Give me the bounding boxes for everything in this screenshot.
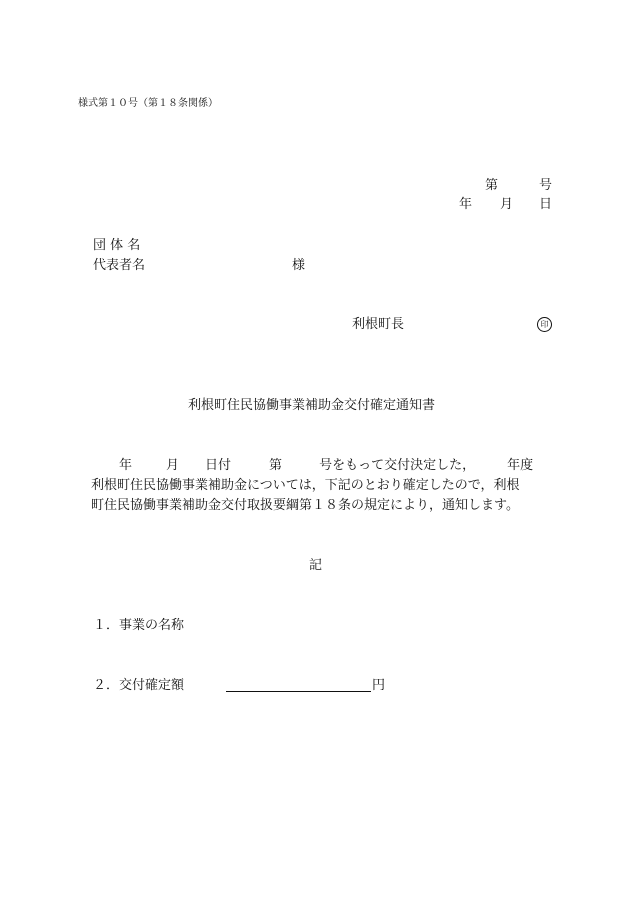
body-line-2: 利根町住民協働事業補助金については，下記のとおり確定したので，利根 xyxy=(91,478,520,493)
body-month: 月 xyxy=(166,458,180,473)
item-project-name: １．事業の名称 xyxy=(93,618,185,633)
item-confirmed-amount: ２．交付確定額 xyxy=(93,678,185,693)
doc-number-dai: 第 xyxy=(485,178,499,193)
date-day: 日 xyxy=(539,197,553,212)
representative-label: 代表者名 xyxy=(93,258,146,273)
body-dai: 第 xyxy=(269,458,283,473)
body-year: 年 xyxy=(119,458,133,473)
seal-mark: 印 xyxy=(537,317,552,332)
body-date: 日付 xyxy=(205,458,232,473)
doc-number-go: 号 xyxy=(539,178,553,193)
yen-unit: 円 xyxy=(372,678,386,693)
body-fiscal-year: 年度 xyxy=(507,458,534,473)
amount-blank-line xyxy=(226,691,371,692)
body-line-1 xyxy=(119,458,533,474)
body-line-3: 町住民協働事業補助金交付取扱要綱第１８条の規定により，通知します。 xyxy=(91,498,519,513)
group-name-label: 団 体 名 xyxy=(93,238,141,253)
date-year: 年 xyxy=(459,197,473,212)
honorific-sama: 様 xyxy=(292,258,306,273)
body-go-text: 号をもって交付決定した， xyxy=(319,458,476,473)
ki-heading: 記 xyxy=(309,558,323,573)
mayor-title: 利根町長 xyxy=(352,317,405,332)
document-title: 利根町住民協働事業補助金交付確定通知書 xyxy=(188,398,436,413)
date-month: 月 xyxy=(500,197,514,212)
form-number: 様式第１０号（第１８条関係） xyxy=(78,98,218,109)
